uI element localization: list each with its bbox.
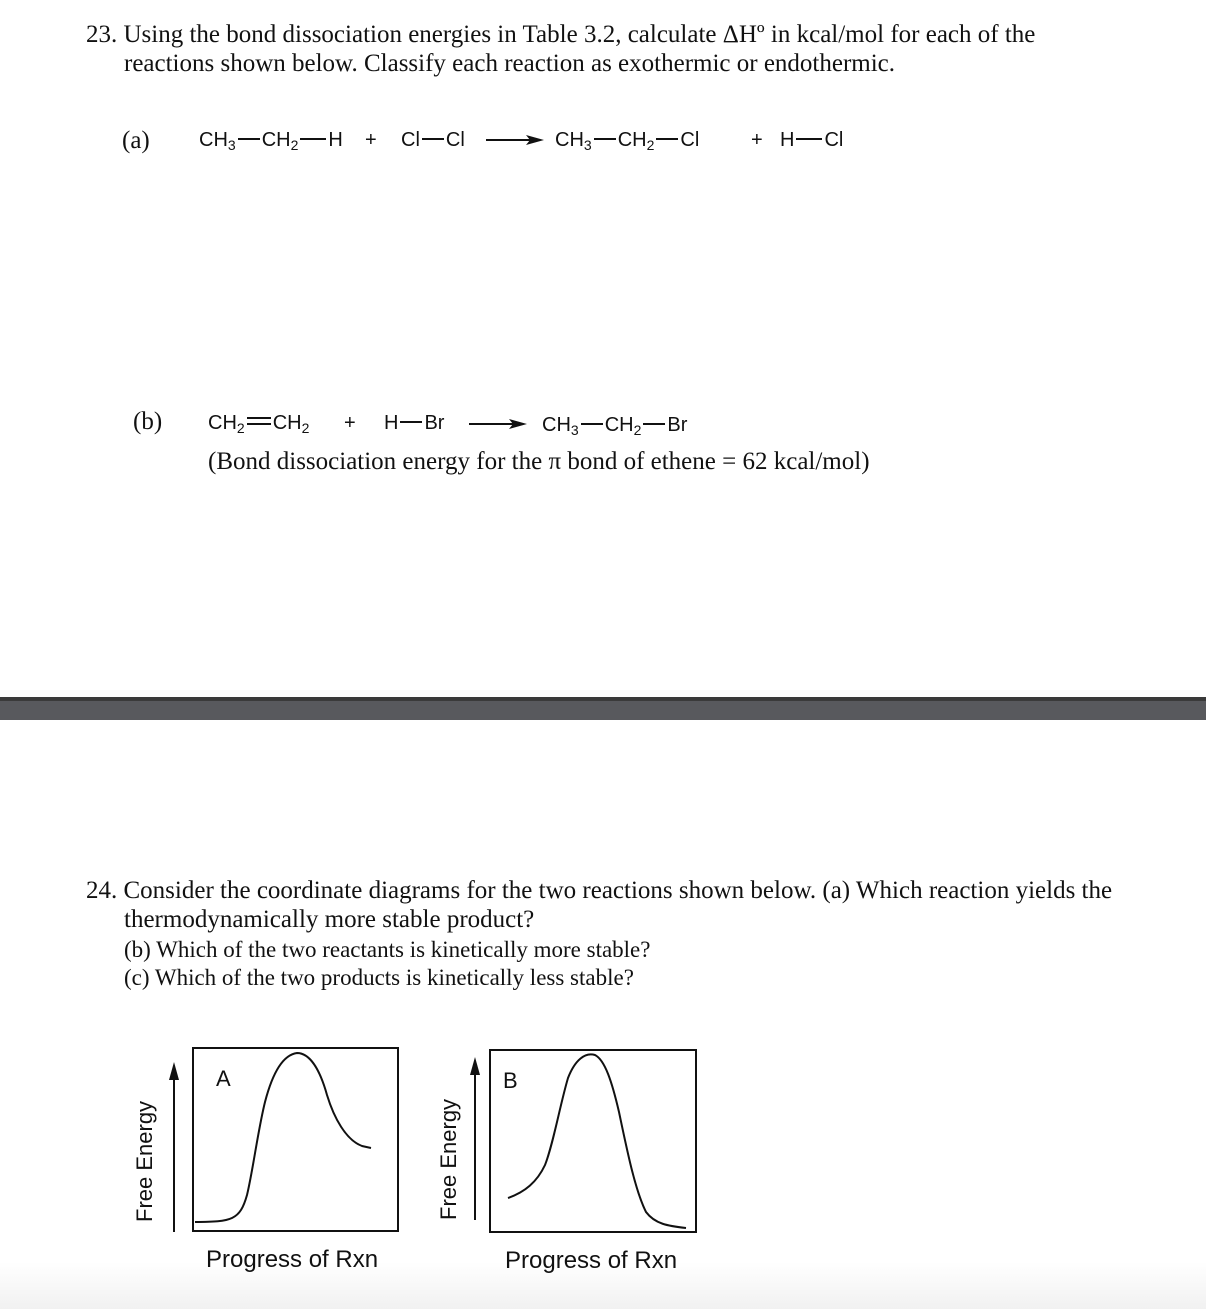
ethane-formula: $CH_3$ $CH_2$ H (199, 129, 343, 153)
chlorine-formula: Cl Cl (401, 129, 465, 151)
chloroethane-formula: $CH_3$ $CH_2$ Cl (555, 129, 700, 153)
page-divider-bar (0, 697, 1206, 720)
hcl-formula: H Cl (780, 129, 844, 151)
part-a-label: (a) (122, 127, 150, 154)
bond-energy-note: (Bond dissociation energy for the π bond of ethene = 62 kcal/mol) (208, 448, 870, 475)
hbr-formula: H Br (384, 412, 445, 434)
diagram-a-label: A (216, 1066, 231, 1091)
bromoethane-formula: $CH_3$ $CH_2$ Br (542, 414, 688, 438)
q24-prompt-line1: 24. Consider the coordinate diagrams for the two reactions shown below. (a) Which reaction yields the (86, 877, 1113, 904)
q23-prompt-line2: reactions shown below. Classify each reaction as exothermic or endothermic. (124, 50, 896, 77)
q24-prompt-line2: thermodynamically more stable product? (124, 906, 535, 933)
question-24-section (0, 720, 1206, 1309)
diagram-b-label: B (503, 1068, 518, 1093)
plus-sign: + (751, 129, 763, 151)
diagram-a-y-axis-label: Free Energy (132, 1100, 157, 1222)
q24-prompt-line4: (c) Which of the two products is kinetically less stable? (124, 965, 634, 990)
plus-sign: + (344, 412, 356, 434)
reaction-arrow-a (486, 132, 546, 148)
diagram-b-x-axis-label: Progress of Rxn (505, 1247, 678, 1274)
plus-sign: + (365, 129, 377, 151)
reaction-arrow-b (469, 416, 529, 432)
part-b-label: (b) (133, 408, 163, 435)
q24-prompt-line3: (b) Which of the two reactants is kinetically more stable? (124, 937, 651, 962)
ethene-formula: $CH_2$ $CH_2$ (208, 412, 310, 436)
diagram-a-x-axis-label: Progress of Rxn (206, 1246, 379, 1273)
q23-prompt-line1: 23. Using the bond dissociation energies in Table 3.2, calculate ΔHº in kcal/mol for each of the (86, 21, 1036, 48)
diagram-b-y-axis-label: Free Energy (436, 1098, 461, 1220)
